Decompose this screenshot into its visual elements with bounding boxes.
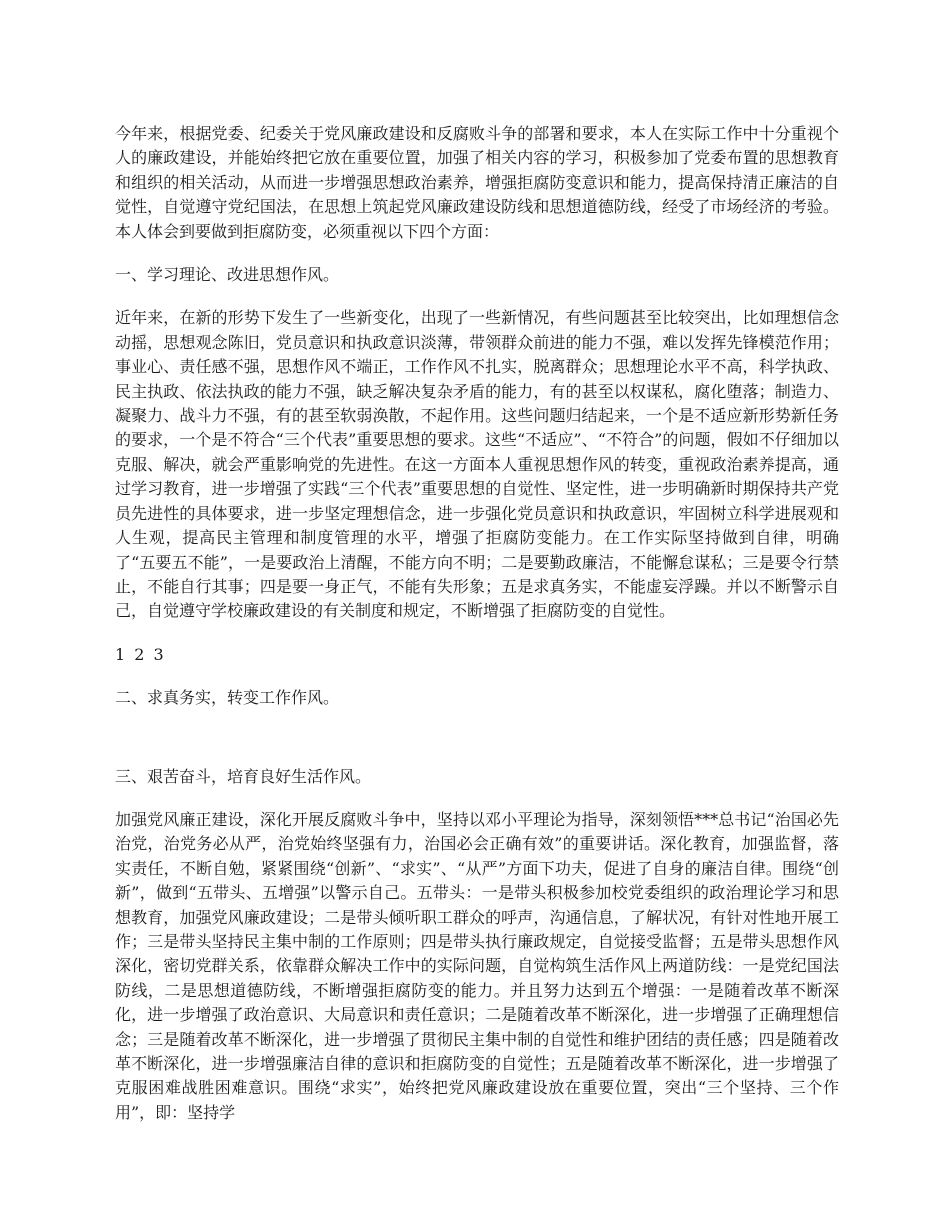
intro-paragraph: 今年来，根据党委、纪委关于党风廉政建设和反腐败斗争的部署和要求，本人在实际工作中十分重视个人的廉政建设，并能始终把它放在重要位置，加强了相关内容的学习，积极参加了党委布置的思想教育和组织的相关活动，从而进一步增强思想政治素养，增强拒腐防变意识和能力，提高保持清正廉洁的自觉性，自觉遵守党纪国法，在思想上筑起党风廉政建设防线和思想道德防线，经受了市场经济的考验。本人体会到要做到拒腐防变，必须重视以下四个方面： — [115, 124, 839, 241]
document-page — [115, 122, 839, 1144]
page-numbers: 1 2 3 — [115, 644, 166, 664]
section-1-heading: 一、学习理论、改进思想作风。 — [115, 265, 340, 285]
section-2-heading: 二、求真务实，转变工作作风。 — [115, 688, 340, 708]
section-3-paragraph: 加强党风廉正建设，深化开展反腐败斗争中，坚持以邓小平理论为指导，深刻领悟***总书记“治国必先治党，治党务必从严，治党始终坚强有力，治国必会正确有效”的重要讲话。深化教育，加强监督，落实责任，不断自勉，紧紧围绕“创新”、“求实”、“从严”方面下功夫，促进了自身的廉洁自律。围绕“创新”，做到“五带头、五增强”以警示自己。五带头：一是带头积极参加校党委组织的政治理论学习和思想教育，加强党风廉政建设；二是带头倾听职工群众的呼声，沟通信息，了解状况，有针对性地开展工作；三是带头坚持民主集中制的工作原则；四是带头执行廉政规定，自觉接受监督；五是带头思想作风深化，密切党群关系，依靠群众解决工作中的实际问题，自觉构筑生活作风上两道防线：一是党纪国法防线，二是思想道德防线，不断增强拒腐防变的能力。并且努力达到五个增强：一是随着改革不断深化，进一步增强了政治意识、大局意识和责任意识；二是随着改革不断深化，进一步增强了正确理想信念；三是随着改革不断深化，进一步增强了贯彻民主集中制的自觉性和维护团结的责任感；四是随着改革不断深化，进一步增强廉洁自律的意识和拒腐防变的自觉性；五是随着改革不断深化，进一步增强了克服困难战胜困难意识。围绕“求实”，始终把党风廉政建设放在重要位置，突出“三个坚持、三个作用”，即：坚持学 — [115, 809, 839, 1122]
section-1-paragraph: 近年来，在新的形势下发生了一些新变化，出现了一些新情况，有些问题甚至比较突出，比如理想信念动摇，思想观念陈旧，党员意识和执政意识淡薄，带领群众前进的能力不强，难以发挥先锋模范作用；事业心、责任感不强，思想作风不端正，工作作风不扎实，脱离群众；思想理论水平不高，科学执政、民主执政、依法执政的能力不强，缺乏解决复杂矛盾的能力，有的甚至以权谋私，腐化堕落；制造力、凝聚力、战斗力不强，有的甚至软弱涣散，不起作用。这些问题归结起来，一个是不适应新形势新任务的要求，一个是不符合“三个代表”重要思想的要求。这些“不适应”、“不符合”的问题，假如不仔细加以克服、解决，就会严重影响党的先进性。在这一方面本人重视思想作风的转变，重视政治素养提高，通过学习教育，进一步增强了实践“三个代表”重要思想的自觉性、坚定性，进一步明确新时期保持共产党员先进性的具体要求，进一步坚定理想信念，进一步强化党员意识和执政意识，牢固树立科学进展观和人生观，提高民主管理和制度管理的水平，增强了拒腐防变能力。在工作实际坚持做到自律，明确了“五要五不能”，一是要政治上清醒，不能方向不明；二是要勤政廉洁，不能懈怠谋私；三是要令行禁止，不能自行其事；四是要一身正气，不能有失形象；五是求真务实，不能虚妄浮躁。并以不断警示自己，自觉遵守学校廉政建设的有关制度和规定，不断增强了拒腐防变的自觉性。 — [115, 308, 839, 621]
section-gap — [115, 730, 839, 765]
section-3-heading: 三、艰苦奋斗，培育良好生活作风。 — [115, 766, 372, 786]
